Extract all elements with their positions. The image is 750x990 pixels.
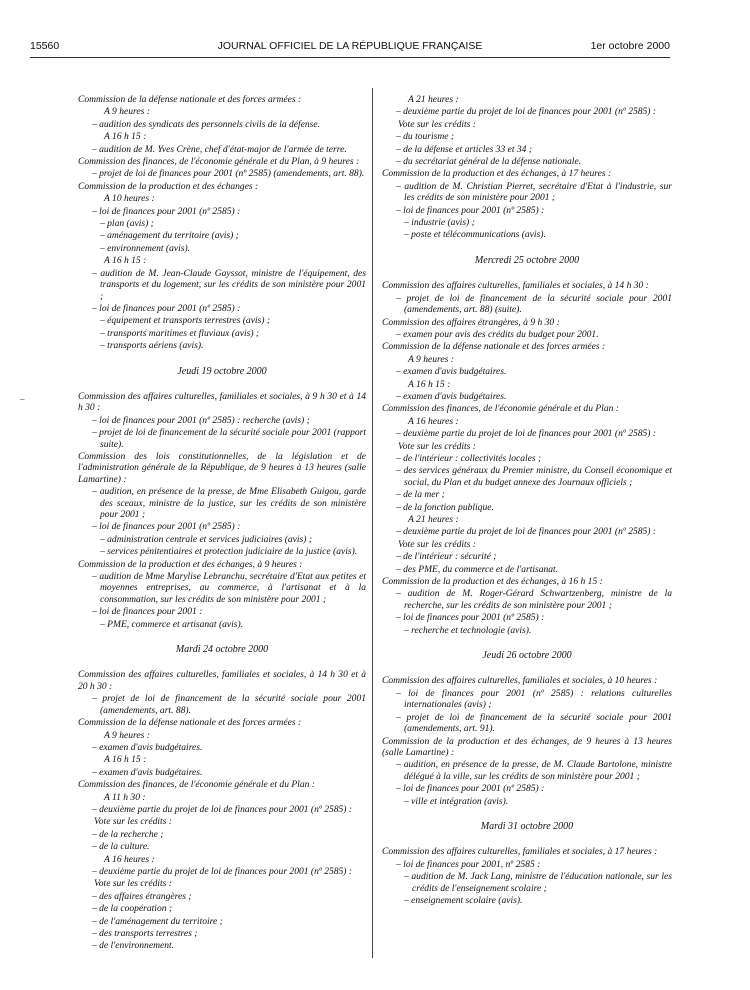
agenda-item: – deuxième partie du projet de loi de finances pour 2001 (nº 2585) : [396, 106, 657, 118]
agenda-item: – de la fonction publique. [396, 501, 494, 513]
agenda-subitem: – industrie (avis) ; [404, 217, 475, 229]
margin-mark: – [20, 394, 25, 404]
agenda-item: – loi de finances pour 2001 (nº 2585) : [92, 205, 241, 217]
committee-line: Commission de la production et des échanges : [78, 180, 259, 192]
agenda-item: – de l'intérieur : collectivités locales ; [396, 452, 542, 464]
committee-line: Commission de la production et des échanges, à 17 heures : [382, 168, 612, 180]
agenda-subitem: – services pénitentiaires et protection judiciaire de la justice (avis). [100, 546, 358, 558]
time-line: A 16 h 15 : [104, 255, 147, 267]
agenda-item: – loi de finances pour 2001 (nº 2585) : recherche (avis) ; [92, 414, 310, 426]
agenda-item: – examen d'avis budgétaires. [396, 390, 507, 402]
agenda-item: – audition de Mme Marylise Lebranchu, secrétaire d'Etat aux petites et moyennes entreprises, au commerce, à l'artisanat et à la consommation, sur les crédits de son ministère pour 2001 ; [92, 571, 366, 605]
committee-line: Commission des affaires culturelles, familiales et sociales, à 14 h 30 et à 20 h 30 : [78, 669, 366, 692]
agenda-item: – audition, en présence de la presse, de Mme Elisabeth Guigou, garde des sceaux, ministre de la justice, sur les crédits de son ministère pour 2001 ; [92, 486, 366, 520]
agenda-item: – des PME, du commerce et de l'artisanat. [396, 563, 559, 575]
issue-date: 1er octobre 2000 [590, 40, 670, 52]
agenda-item: – projet de loi de financement de la sécurité sociale pour 2001 (amendements, art. 91). [396, 711, 672, 735]
agenda-item: – examen d'avis budgétaires. [396, 366, 507, 378]
committee-line: Commission des finances, de l'économie générale et du Plan, à 9 heures : [78, 156, 360, 168]
agenda-item: – projet de loi de financement de la sécurité sociale pour 2001 (rapport suite). [92, 427, 366, 450]
agenda-item: – de la mer ; [396, 489, 445, 501]
committee-line: Commission de la défense nationale et des forces armées : [78, 717, 302, 729]
agenda-item: – de la culture. [92, 841, 150, 853]
committee-line: Commission de la production et des échanges, de 9 heures à 13 heures (salle Lamartine) : [382, 735, 672, 758]
agenda-item: – examen pour avis des crédits du budget pour 2001. [396, 328, 599, 340]
committee-line: Commission des affaires culturelles, familiales et sociales, à 14 h 30 : [382, 280, 649, 292]
agenda-subitem: – plan (avis) ; [100, 218, 154, 230]
agenda-item: – examen d'avis budgétaires. [92, 741, 203, 753]
agenda-item: – du tourisme ; [396, 131, 455, 143]
agenda-item: – du secrétariat général de la défense nationale. [396, 156, 582, 168]
agenda-item: – loi de finances pour 2001 (nº 2585) : [92, 521, 241, 533]
committee-line: Commission de la production et des échanges, à 16 h 15 : [382, 576, 603, 588]
column-divider [372, 88, 373, 958]
committee-line: Commission des affaires culturelles, familiales et sociales, à 10 heures : [382, 675, 658, 687]
agenda-item: – loi de finances pour 2001, nº 2585 : [396, 858, 541, 870]
date-heading: Jeudi 26 octobre 2000 [482, 650, 572, 662]
committee-line: Commission des lois constitutionnelles, de la législation et de l'administration générale de la République, de 9 heures à 13 heures (salle Lamartine) : [78, 450, 366, 485]
agenda-item: – loi de finances pour 2001 (nº 2585) : [396, 783, 545, 795]
agenda-subitem: – PME, commerce et artisanat (avis). [100, 618, 244, 630]
agenda-item: – de la coopération ; [92, 903, 173, 915]
agenda-item: – des affaires étrangères ; [92, 890, 192, 902]
time-line: A 16 h 15 : [104, 131, 147, 143]
agenda-subitem: – environnement (avis). [100, 242, 191, 254]
agenda-subitem: – aménagement du territoire (avis) ; [100, 230, 239, 242]
agenda-item: – de la défense et articles 33 et 34 ; [396, 143, 533, 155]
committee-line: Commission des finances, de l'économie générale et du Plan : [382, 403, 619, 415]
date-heading: Mardi 24 octobre 2000 [175, 644, 269, 656]
agenda-item: – deuxième partie du projet de loi de finances pour 2001 (nº 2585) : [92, 803, 353, 815]
agenda-item: – audition de M. Roger-Gérard Schwartzenberg, ministre de la recherche, sur les crédits de son ministère pour 2001 ; [396, 588, 672, 611]
time-line: A 9 heures : [408, 353, 454, 365]
time-line: A 10 heures : [104, 193, 155, 205]
time-line: A 16 h 15 : [104, 754, 147, 766]
agenda-item: – des services généraux du Premier ministre, du Conseil économique et social, du Plan et du budget annexe des Journaux officiels ; [396, 465, 672, 488]
agenda-item: – audition de M. Christian Pierret, secrétaire d'Etat à l'industrie, sur les crédits de son ministère pour 2001 ; [396, 180, 672, 204]
agenda-item: – examen d'avis budgétaires. [92, 766, 203, 778]
agenda-item: – audition de M. Jean-Claude Gayssot, ministre de l'équipement, des transports et du logement, sur les crédits de son ministère pour 2001 ; [92, 267, 366, 302]
committee-line: Commission des affaires culturelles, familiales et sociales, à 17 heures : [382, 846, 658, 858]
agenda-item: – loi de finances pour 2001 (nº 2585) : [92, 302, 241, 314]
time-line: A 9 heures : [104, 106, 150, 118]
agenda-subitem: – poste et télécommunications (avis). [404, 229, 546, 241]
agenda-subitem: – transports aériens (avis). [100, 340, 204, 352]
agenda-item: – de l'intérieur : sécurité ; [396, 551, 497, 563]
vote-line: Vote sur les crédits : [398, 440, 476, 452]
date-heading: Mardi 31 octobre 2000 [480, 820, 574, 832]
agenda-subitem: – transports maritimes et fluviaux (avis) ; [100, 327, 260, 339]
journal-title: JOURNAL OFFICIEL DE LA RÉPUBLIQUE FRANÇAISE [217, 40, 483, 52]
agenda-item: – loi de finances pour 2001 (nº 2585) : relations culturelles internationales (avis) ; [396, 687, 672, 711]
agenda-item: – projet de loi de financement de la sécurité sociale pour 2001 (amendements, art. 88) (suite). [396, 292, 672, 316]
time-line: A 16 heures : [104, 853, 155, 865]
committee-line: Commission des affaires étrangères, à 9 h 30 : [382, 316, 560, 328]
agenda-subitem: – recherche et technologie (avis). [404, 624, 532, 636]
agenda-item: – audition des syndicats des personnels civils de la défense. [92, 118, 321, 130]
agenda-item: – de la recherche ; [92, 828, 164, 840]
right-column [382, 94, 672, 907]
agenda-item: – deuxième partie du projet de loi de finances pour 2001 (nº 2585) : [396, 428, 657, 440]
agenda-item: – de l'aménagement du territoire ; [92, 915, 223, 927]
agenda-item: – deuxième partie du projet de loi de finances pour 2001 (nº 2585) : [92, 865, 353, 877]
date-heading: Mercredi 25 octobre 2000 [474, 254, 580, 266]
committee-line: Commission de la défense nationale et des forces armées : [382, 341, 606, 353]
time-line: A 16 h 15 : [408, 378, 451, 390]
agenda-subitem: – ville et intégration (avis). [404, 795, 509, 807]
left-column [78, 94, 366, 953]
time-line: A 16 heures : [408, 415, 459, 427]
time-line: A 21 heures : [408, 514, 459, 525]
time-line: A 11 h 30 : [104, 791, 146, 803]
agenda-item: – de l'environnement. [92, 940, 175, 952]
agenda-item: – audition de M. Yves Crène, chef d'état-major de l'armée de terre. [92, 143, 347, 155]
agenda-item: – audition, en présence de la presse, de M. Claude Bartolone, ministre délégué à la ville, sur les crédits de son ministère pour 2001 ; [396, 759, 672, 782]
agenda-item: – projet de loi de financement de la sécurité sociale pour 2001 (amendements, art. 88). [92, 693, 366, 716]
time-line: A 21 heures : [408, 94, 459, 105]
agenda-item: – loi de finances pour 2001 (nº 2585) : [396, 612, 545, 624]
vote-line: Vote sur les crédits : [398, 538, 476, 550]
committee-line: Commission des affaires culturelles, familiales et sociales, à 9 h 30 et à 14 h 30 : [78, 390, 366, 414]
agenda-item: – des transports terrestres ; [92, 928, 198, 939]
committee-line: Commission des finances, de l'économie générale et du Plan : [78, 779, 315, 791]
page-number: 15560 [30, 40, 60, 52]
date-heading: Jeudi 19 octobre 2000 [177, 365, 267, 377]
committee-line: Commission de la défense nationale et des forces armées : [78, 94, 302, 105]
agenda-subitem: – enseignement scolaire (avis). [404, 894, 523, 906]
agenda-subitem: – administration centrale et services judiciaires (avis) ; [100, 533, 313, 545]
agenda-item: – projet de loi de finances pour 2001 (nº 2585) (amendements, art. 88). [92, 168, 365, 180]
committee-line: Commission de la production et des échanges, à 9 heures : [78, 558, 303, 570]
vote-line: Vote sur les crédits : [398, 118, 476, 130]
time-line: A 9 heures : [104, 729, 150, 741]
page-header [30, 40, 670, 56]
agenda-item: – loi de finances pour 2001 : [92, 606, 203, 618]
agenda-subitem: – équipement et transports terrestres (avis) ; [100, 315, 271, 327]
agenda-item: – loi de finances pour 2001 (nº 2585) : [396, 204, 545, 216]
agenda-item: – deuxième partie du projet de loi de finances pour 2001 (nº 2585) : [396, 526, 657, 538]
vote-line: Vote sur les crédits : [94, 816, 172, 828]
vote-line: Vote sur les crédits : [94, 878, 172, 890]
agenda-subitem: – audition de M. Jack Lang, ministre de l'éducation nationale, sur les crédits de l'enseignement scolaire ; [404, 871, 672, 894]
header-rule [30, 57, 670, 58]
